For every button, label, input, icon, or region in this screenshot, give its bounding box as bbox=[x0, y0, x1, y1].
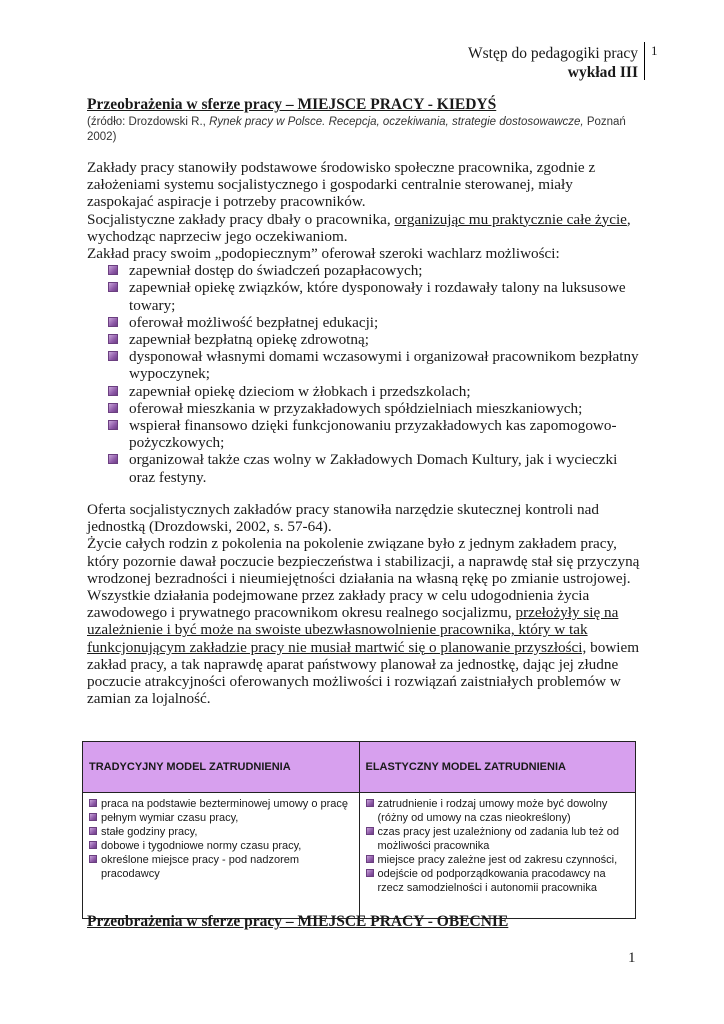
list-item: zatrudnienie i rodzaj umowy może być dowolny (różny od umowy na czas nieokreślony) bbox=[364, 797, 632, 825]
flexible-model-cell bbox=[359, 793, 636, 919]
traditional-model-cell bbox=[83, 793, 360, 919]
paragraph-control: Oferta socjalistycznych zakładów pracy stanowiła narzędzie skutecznej kontroli nad jednostką (Drozdowski, 2002, s. 57-64). bbox=[87, 501, 599, 536]
list-item: miejsce pracy zależne jest od zakresu czynności, bbox=[364, 853, 632, 867]
benefits-list bbox=[87, 262, 643, 486]
bullet-icon bbox=[366, 799, 374, 807]
flexible-model-header: ELASTYCZNY MODEL ZATRUDNIENIA bbox=[359, 742, 636, 793]
bullet-icon bbox=[366, 855, 374, 863]
list-item: zapewniał dostęp do świadczeń pozapłacowych; bbox=[87, 262, 643, 279]
paragraph-dependence-start: Wszystkie działania podejmowane przez zakłady pracy w celu udogodnienia życia zawodowego i prywatnego pracownikom okresu realnego socjalizmu, bbox=[87, 587, 590, 622]
paragraph-dependence bbox=[87, 587, 643, 707]
paragraph-dependence-underlined: przełożyły się na uzależnienie i być może na swoiste ubezwłasnowolnienie pracownika, który w tak funkcjonującym zakładzie pracy nie musiał martwić się o planowanie przyszłości, bbox=[87, 604, 619, 656]
source-suffix: Poznań 2002) bbox=[87, 116, 626, 143]
flexible-model-list bbox=[364, 797, 632, 895]
table-row bbox=[83, 793, 636, 919]
employment-models-table bbox=[82, 741, 636, 919]
bullet-icon bbox=[108, 386, 118, 396]
bullet-icon bbox=[108, 282, 118, 292]
bullet-icon bbox=[108, 454, 118, 464]
main-text-block bbox=[87, 159, 643, 486]
list-item: dobowe i tygodniowe normy czasu pracy, bbox=[87, 839, 355, 853]
bullet-icon bbox=[89, 813, 97, 821]
bullet-icon bbox=[89, 855, 97, 863]
bullet-icon bbox=[366, 827, 374, 835]
bullet-icon bbox=[89, 827, 97, 835]
list-item: oferował mieszkania w przyzakładowych spółdzielniach mieszkaniowych; bbox=[87, 400, 643, 417]
list-item: wspierał finansowo dzięki funkcjonowaniu przyzakładowych kas zapomogowo-pożyczkowych; bbox=[87, 417, 643, 451]
section-title-past: Przeobrażenia w sferze pracy – MIEJSCE PRACY - KIEDYŚ bbox=[87, 96, 497, 113]
header-divider bbox=[644, 42, 645, 80]
header-course-title: Wstęp do pedagogiki pracy bbox=[467, 45, 638, 62]
header-lecture-number: wykład III bbox=[567, 64, 638, 81]
traditional-model-header: TRADYCYJNY MODEL ZATRUDNIENIA bbox=[83, 742, 360, 793]
bullet-icon bbox=[108, 317, 118, 327]
bullet-icon bbox=[366, 869, 374, 877]
paragraph-families: Życie całych rodzin z pokolenia na pokolenie związane było z jednym zakładem pracy, który pozornie dawał poczucie bezpieczeństwa i stabilizacji, a naprawdę stał się przyczyną wrodzonej bezradności i nieumiejętności działania na własną rękę po zmianie ustrojowej. bbox=[87, 535, 640, 587]
paragraph-care-end: , wychodząc naprzeciw jego oczekiwaniom. bbox=[87, 210, 631, 245]
running-header bbox=[468, 44, 638, 82]
list-item: odejście od podporządkowania pracodawcy na rzecz samodzielności i autonomii pracownika bbox=[364, 867, 632, 895]
paragraph-care-underlined: organizując mu praktycznie całe życie bbox=[394, 210, 627, 228]
paragraph-intro: Zakłady pracy stanowiły podstawowe środowisko społeczne pracownika, zgodnie z założeniami systemu socjalistycznego i gospodarki centralnie sterowanej, miały zaspokajać aspiracje i potrzeby pracowników. bbox=[87, 159, 596, 211]
paragraph-care bbox=[87, 211, 643, 245]
source-prefix: (źródło: Drozdowski R., bbox=[87, 116, 210, 128]
paragraph-care-start: Socjalistyczne zakłady pracy dbały o pracownika, bbox=[87, 210, 395, 228]
paragraph-dependence-end: bowiem zakład pracy, a tak naprawdę aparat państwowy planował za jednostkę, dając jej złudne poczucie atrakcyjności oferowanych możliwości i rozwiązań zaistniałych problemów w zamian za lojalność. bbox=[87, 638, 640, 708]
list-item: zapewniał opiekę związków, które dysponowały i rozdawały talony na luksusowe towary; bbox=[87, 279, 643, 313]
source-citation bbox=[87, 115, 637, 145]
conclusion-text-block bbox=[87, 501, 643, 707]
list-item: stałe godziny pracy, bbox=[87, 825, 355, 839]
page-number: 1 bbox=[628, 950, 636, 966]
list-item: pełnym wymiar czasu pracy, bbox=[87, 811, 355, 825]
traditional-model-list bbox=[87, 797, 355, 881]
list-item: oferował możliwość bezpłatnej edukacji; bbox=[87, 314, 643, 331]
table-header-row bbox=[83, 742, 636, 793]
header-page-marker: 1 bbox=[651, 43, 658, 58]
bullet-icon bbox=[108, 420, 118, 430]
list-item: dysponował własnymi domami wczasowymi i organizował pracownikom bezpłatny wypoczynek; bbox=[87, 348, 643, 382]
section-title-present: Przeobrażenia w sferze pracy – MIEJSCE PRACY - OBECNIE bbox=[87, 913, 509, 930]
bullet-icon bbox=[108, 265, 118, 275]
source-book-title: Rynek pracy w Polsce. Recepcja, oczekiwania, strategie dostosowawcze, bbox=[209, 116, 584, 128]
list-item: organizował także czas wolny w Zakładowych Domach Kultury, jak i wycieczki oraz festyny. bbox=[87, 451, 643, 485]
list-item: określone miejsce pracy - pod nadzorem pracodawcy bbox=[87, 853, 355, 881]
bullet-icon bbox=[108, 351, 118, 361]
list-item: czas pracy jest uzależniony od zadania lub też od możliwości pracownika bbox=[364, 825, 632, 853]
list-item: praca na podstawie bezterminowej umowy o pracę bbox=[87, 797, 355, 811]
bullet-icon bbox=[108, 334, 118, 344]
bullet-icon bbox=[89, 841, 97, 849]
bullet-icon bbox=[89, 799, 97, 807]
bullet-icon bbox=[108, 403, 118, 413]
paragraph-offer-lead: Zakład pracy swoim „podopiecznym” oferował szeroki wachlarz możliwości: bbox=[87, 245, 560, 263]
list-item: zapewniał bezpłatną opiekę zdrowotną; bbox=[87, 331, 643, 348]
list-item: zapewniał opiekę dzieciom w żłobkach i przedszkolach; bbox=[87, 383, 643, 400]
